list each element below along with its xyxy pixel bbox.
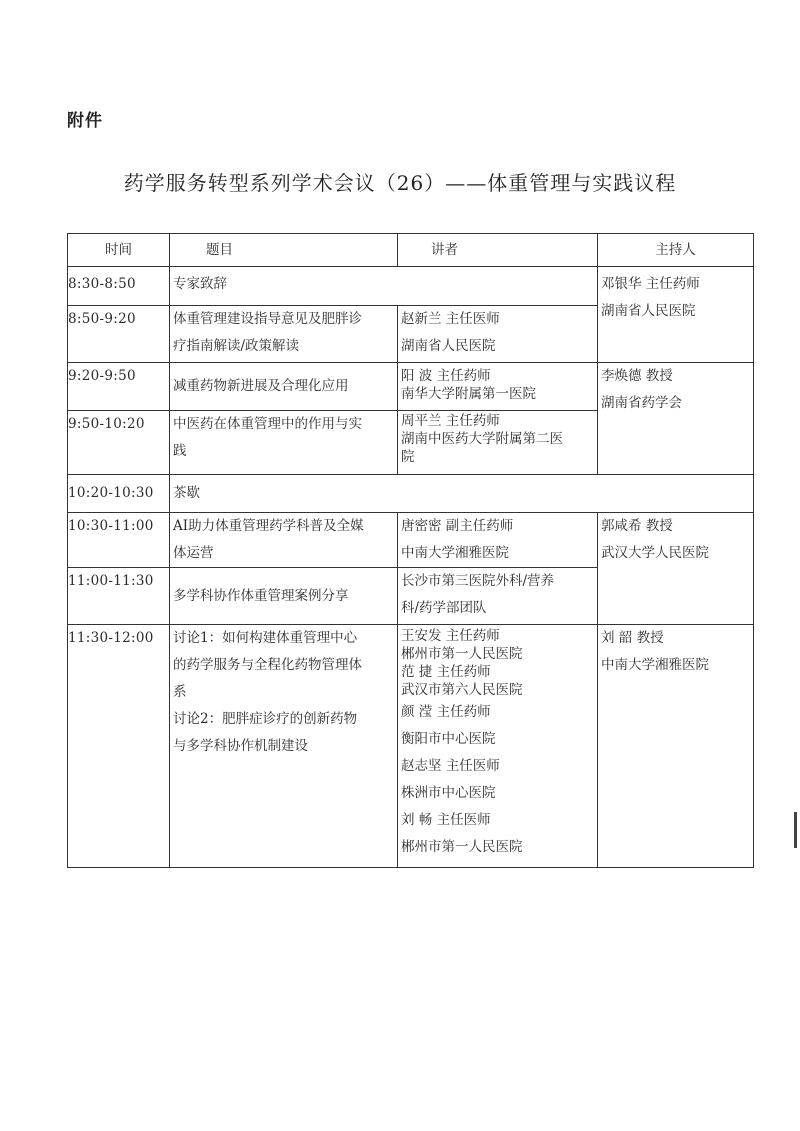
- speaker-name: 赵志坚 主任医师: [401, 758, 500, 774]
- speaker-org: 湖南省人民医院: [401, 338, 496, 354]
- topic-cell: [170, 625, 398, 868]
- host-org: 湖南省人民医院: [601, 303, 696, 319]
- speaker-name: 刘 畅 主任医师: [401, 812, 491, 828]
- host-cell: [598, 625, 754, 868]
- time-cell: 10:30-11:00: [68, 513, 170, 568]
- speaker-org: 湖南中医药大学附属第二医: [401, 431, 563, 447]
- table-row: [68, 267, 754, 306]
- speaker-cell: [398, 411, 598, 475]
- host-name: 郭咸希 教授: [601, 518, 673, 534]
- speaker-org: 郴州市第一人民医院: [401, 839, 523, 855]
- host-org: 湖南省药学会: [601, 395, 682, 411]
- topic-line: 体运营: [173, 545, 214, 561]
- speaker-cell: [398, 306, 598, 363]
- host-name: 邓银华 主任药师: [601, 276, 700, 292]
- speaker-org: 株洲市中心医院: [401, 785, 496, 801]
- topic-cell: 减重药物新进展及合理化应用: [170, 363, 398, 411]
- host-org: 武汉大学人民医院: [601, 545, 709, 561]
- header-speaker: 讲者: [398, 234, 598, 267]
- topic-line: 践: [173, 443, 187, 459]
- page-edge-mark: [794, 812, 797, 848]
- topic-cell: 茶歇: [170, 475, 754, 513]
- time-cell: 8:30-8:50: [68, 267, 170, 306]
- topic-line: 与多学科协作机制建设: [173, 738, 308, 754]
- host-name: 李焕德 教授: [601, 368, 673, 384]
- topic-cell: [170, 411, 398, 475]
- attachment-label: 附件: [67, 111, 103, 131]
- speaker-org: 武汉市第六人民医院: [401, 682, 523, 698]
- table-row: [68, 475, 754, 513]
- agenda-table: [67, 233, 754, 868]
- topic-line: 体重管理建设指导意见及肥胖诊: [173, 311, 362, 327]
- time-cell: 11:30-12:00: [68, 625, 170, 868]
- topic-cell: [170, 513, 398, 568]
- topic-line: 疗指南解读/政策解读: [173, 338, 300, 354]
- table-row: [68, 513, 754, 568]
- speaker-org: 郴州市第一人民医院: [401, 646, 523, 662]
- time-cell: 11:00-11:30: [68, 568, 170, 625]
- speaker-cell: [398, 568, 598, 625]
- table-row: [68, 363, 754, 411]
- header-time: 时间: [68, 234, 170, 267]
- time-cell: 10:20-10:30: [68, 475, 170, 513]
- time-cell: 8:50-9:20: [68, 306, 170, 363]
- speaker-cell: [398, 513, 598, 568]
- host-name: 刘 韶 教授: [601, 630, 664, 646]
- host-cell: [598, 513, 754, 625]
- speaker-cell: [398, 625, 598, 868]
- topic-cell: 专家致辞: [170, 267, 598, 306]
- speaker-name: 赵新兰 主任医师: [401, 311, 500, 327]
- speaker-name: 王安发 主任药师: [401, 628, 500, 644]
- host-cell: [598, 363, 754, 475]
- host-org: 中南大学湘雅医院: [601, 657, 709, 673]
- time-cell: 9:20-9:50: [68, 363, 170, 411]
- speaker-org: 南华大学附属第一医院: [401, 386, 536, 402]
- page-title: 药学服务转型系列学术会议（26）——体重管理与实践议程: [123, 171, 677, 195]
- time-cell: 9:50-10:20: [68, 411, 170, 475]
- speaker-name: 周平兰 主任药师: [401, 413, 500, 429]
- topic-line: 的药学服务与全程化药物管理体: [173, 657, 362, 673]
- speaker-name: 范 捷 主任药师: [401, 664, 491, 680]
- topic-line: 讨论2：肥胖症诊疗的创新药物: [173, 711, 358, 727]
- header-host: 主持人: [598, 234, 754, 267]
- speaker-org: 院: [401, 449, 415, 465]
- speaker-org: 科/药学部团队: [401, 600, 487, 616]
- topic-line: 中医药在体重管理中的作用与实: [173, 416, 362, 432]
- speaker-org: 中南大学湘雅医院: [401, 545, 509, 561]
- topic-line: 系: [173, 684, 187, 700]
- topic-line: AI助力体重管理药学科普及全媒: [173, 518, 364, 534]
- topic-cell: 多学科协作体重管理案例分享: [170, 568, 398, 625]
- topic-cell: [170, 306, 398, 363]
- table-row: [68, 625, 754, 868]
- speaker-org: 长沙市第三医院外科/营养: [401, 573, 555, 589]
- speaker-cell: [398, 363, 598, 411]
- host-cell: [598, 267, 754, 363]
- topic-line: 讨论1：如何构建体重管理中心: [173, 630, 358, 646]
- speaker-name: 唐密密 副主任药师: [401, 518, 514, 534]
- header-topic: 题目: [170, 234, 398, 267]
- speaker-name: 颜 滢 主任药师: [401, 704, 491, 720]
- speaker-name: 阳 波 主任药师: [401, 368, 491, 384]
- speaker-org: 衡阳市中心医院: [401, 731, 496, 747]
- header-row: [68, 234, 754, 267]
